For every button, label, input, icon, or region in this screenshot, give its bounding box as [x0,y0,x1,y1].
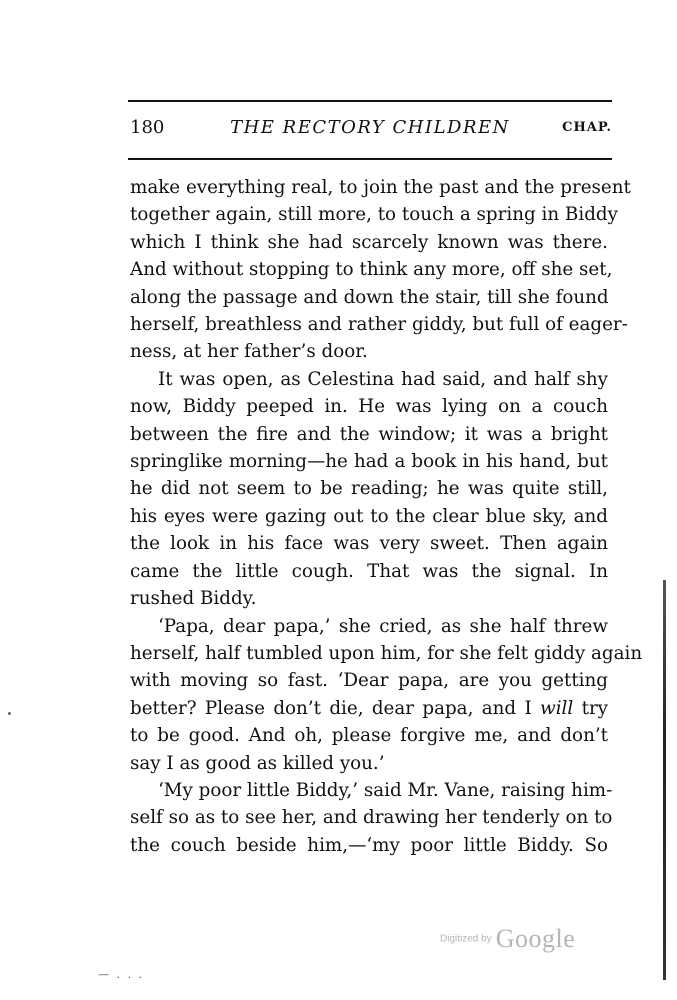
text-line: springlike morning—he had a book in his hand, but [130,451,608,473]
text-line: the look in his face was very sweet. Then again [130,533,608,555]
scan-speck [8,712,11,715]
emphasis: will [540,697,574,719]
header-rule-top [128,100,612,102]
text-line: with moving so fast. ‘Dear papa, are you getting [130,670,608,692]
text-line: came the little cough. That was the signal. In [130,560,608,582]
text-line: between the fire and the window; it was a bright [130,423,608,445]
text-line: along the passage and down the stair, till she found [130,286,609,308]
google-watermark [440,924,575,954]
text-line: now, Biddy peeped in. He was lying on a couch [130,396,608,418]
digitized-by-label: Digitized by [440,933,492,945]
running-header [128,112,612,146]
text-line: And without stopping to think any more, off she set, [130,259,613,281]
text-line: the couch beside him,—‘my poor little Biddy. So [130,834,608,856]
text-line: which I think she had scarcely known was there. [130,231,608,253]
page-number: 180 [130,117,165,138]
text-line: rushed Biddy. [130,588,257,610]
text-line-mixed [130,695,608,722]
text-line: to be good. And oh, please forgive me, and don’t [130,725,608,747]
page-edge-shadow [663,580,666,980]
text-line: ness, at her father’s door. [130,341,368,363]
body-text [130,174,643,859]
running-title: THE RECTORY CHILDREN [230,117,510,138]
chapter-abbrev: CHAP. [562,120,612,135]
text-line: herself, half tumbled upon him, for she felt giddy again [130,642,643,664]
margin-mark: — . . . [98,968,144,981]
text-segment: better? Please don’t die, dear papa, and I [130,697,532,719]
text-line: his eyes were gazing out to the clear blue sky, and [130,505,608,527]
text-line: ‘My poor little Biddy,’ said Mr. Vane, raising him- [158,779,613,801]
text-line: he did not seem to be reading; he was quite still, [130,478,608,500]
text-line: make everything real, to join the past and the present [130,177,631,198]
text-line: together again, still more, to touch a spring in Biddy [130,204,618,226]
text-line: It was open, as Celestina had said, and half shy [158,368,608,390]
header-rule-bottom [128,158,612,160]
text-line: ‘Papa, dear papa,’ she cried, as she half threw [158,615,608,637]
text-line: herself, breathless and rather giddy, but full of eager- [130,314,628,336]
google-logo: Google [495,924,576,953]
text-segment: try [573,697,609,719]
text-line: say I as good as killed you.’ [130,752,385,774]
text-line: self so as to see her, and drawing her tenderly on to [130,807,613,829]
